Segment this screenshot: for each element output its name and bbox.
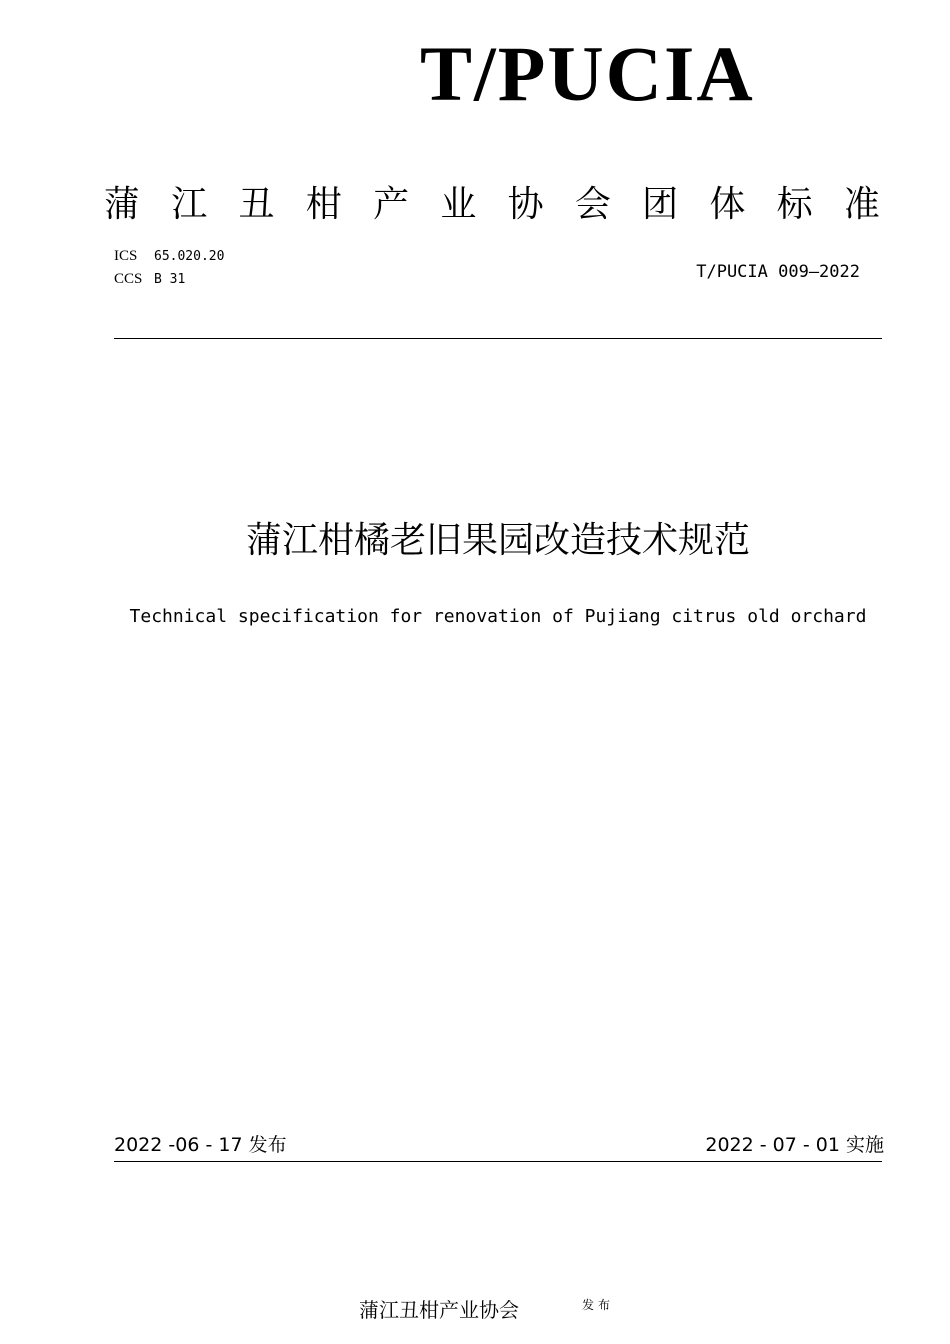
- ccs-label: CCS: [114, 271, 143, 287]
- chinese-title: 蒲江柑橘老旧果园改造技术规范: [245, 520, 750, 561]
- ccs-code: [114, 270, 185, 289]
- footer-divider: [114, 1161, 882, 1162]
- org-title-char: 会: [574, 184, 611, 225]
- org-title-char: 体: [709, 184, 746, 225]
- org-title-char: 蒲: [104, 184, 141, 225]
- ics-value: 65.020.20: [154, 249, 225, 264]
- english-title: Technical specification for renovation of Pujiang citrus old orchard: [129, 606, 867, 627]
- ics-label: ICS: [114, 248, 138, 264]
- issue-date: 2022 -06 - 17 发布: [114, 1134, 287, 1156]
- ics-code: [114, 247, 224, 266]
- ccs-value: B 31: [154, 272, 186, 287]
- implementation-date: 2022 - 07 - 01 实施: [705, 1134, 884, 1156]
- publish-label: 发布: [582, 1298, 615, 1312]
- org-title-char: 业: [440, 184, 477, 225]
- org-title-char: 标: [776, 184, 813, 225]
- org-title-char: 团: [642, 184, 679, 225]
- header-divider: [114, 338, 882, 339]
- organization-standard-title: [104, 182, 880, 228]
- org-title-char: 丑: [238, 184, 275, 225]
- org-title-char: 准: [843, 184, 880, 225]
- org-title-char: 产: [373, 184, 410, 225]
- org-title-char: 柑: [305, 184, 342, 225]
- org-title-char: 协: [507, 184, 544, 225]
- standard-number: T/PUCIA 009—2022: [696, 262, 860, 282]
- publisher-name: 蒲江丑柑产业协会: [359, 1298, 519, 1322]
- standard-logo: T/PUCIA: [420, 30, 755, 117]
- org-title-char: 江: [171, 184, 208, 225]
